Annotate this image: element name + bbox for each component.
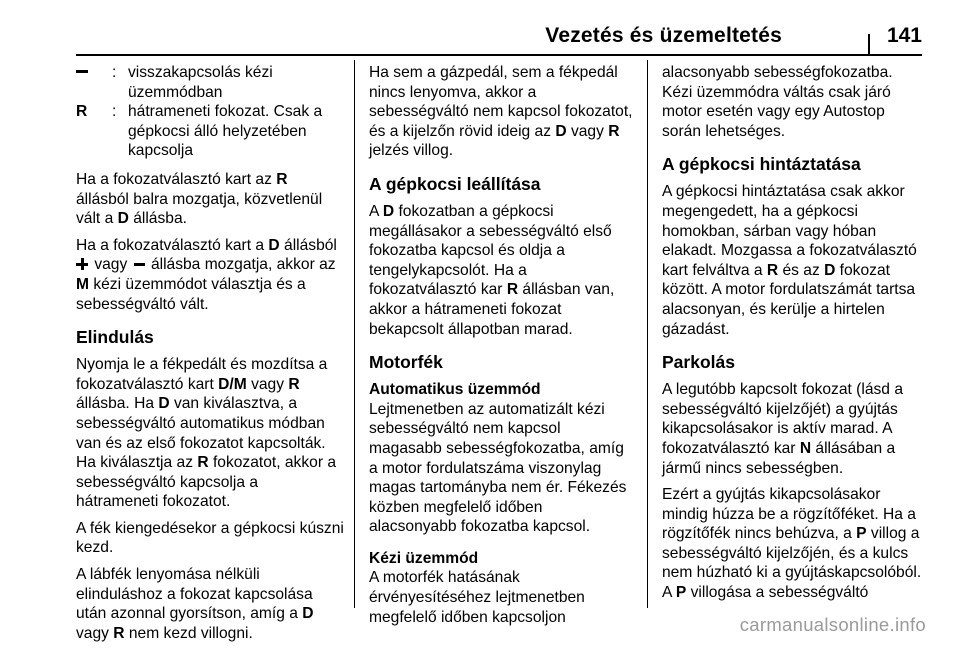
page-number: 141 (886, 24, 922, 47)
definition-colon: : (112, 103, 117, 121)
column-divider-1 (354, 60, 355, 608)
paragraph: A motorfék hatásának érvényesítéséhez lejtmenetben megfelelő időben kapcsoljon (369, 569, 585, 626)
section-heading-leallitasa: A gépkocsi leállítása (369, 173, 541, 194)
subheading-automatikus: Automatikus üzemmód (369, 381, 541, 399)
paragraph: A legutóbb kapcsolt fokozat (lásd a sebességváltó kijelzőjét) a gyújtás kikapcsolásakor is aktív marad. A fokozatválasztó kar N állásában a jármű nincs sebességben. (662, 381, 903, 477)
paragraph: A fék kiengedésekor a gépkocsi kúszni kezd. (76, 519, 344, 557)
definition-term-minus (76, 63, 112, 102)
column-3 (662, 63, 924, 610)
paragraph: Lejtmenetben az automatizált kézi sebességváltó nem kapcsol magasabb sebességfokozatba, amíg a motor fordulatszáma viszonylag magas tartományba nem ér. Fékezés közben megfelelő időben alacsonyabb fokozatba kapcsol. (369, 400, 627, 536)
page-header-title: Vezetés és üzemeltetés (545, 24, 782, 47)
header-divider-tick (868, 34, 870, 56)
column-1 (76, 63, 344, 650)
definition-r (76, 102, 344, 161)
paragraph: A gépkocsi hintáztatása csak akkor megengedett, ha a gépkocsi homokban, sárban vagy hóban elakadt. Mozgassa a fokozatválasztó kart felváltva a R és az D fokozat között. A motor fordulatszámát tartsa alacsonyan, és kerülje a hirtelen gázadást. (662, 183, 917, 338)
subheading-kezi: Kézi üzemmód (369, 549, 479, 567)
section-heading-parkolas: Parkolás (662, 352, 735, 373)
paragraph: Ha a fokozatválasztó kart a D állásból vagy állásba mozgatja, akkor az M kézi üzemmódot választja és a sebességváltó vált. (76, 236, 337, 313)
definition-description: hátrameneti fokozat. Csak a gépkocsi álló helyzetében kapcsolja (128, 103, 323, 160)
definition-colon: : (112, 64, 117, 81)
paragraph: A lábfék lenyomása nélküli elinduláshoz a fokozat kapcsolása után azonnal gyorsítson, amíg a D vagy R nem kezd villogni. (76, 566, 314, 642)
paragraph: Nyomja le a fékpedált és mozdítsa a fokozatválasztó kart D/M vagy R állásba. Ha D van kiválasztva, a sebességváltó automatikus módban van és az első fokozatot kapcsolták. Ha kiválasztja az R fokozatot, akkor a sebességváltó kapcsolja a hátrameneti fokozatot. (76, 356, 337, 511)
minus-symbol-icon (76, 70, 88, 73)
minus-symbol-icon (134, 263, 145, 266)
paragraph: Ha a fokozatválasztó kart az R állásból balra mozgatja, közvetlenül vált a D állásba. (76, 170, 323, 228)
section-heading-elindulas: Elindulás (76, 327, 154, 348)
column-2 (369, 63, 633, 634)
paragraph: A D fokozatban a gépkocsi megállásakor a sebességváltó első fokozatba kapcsol és oldja a tengelykapcsolót. Ha a fokozatválasztó kar R állásban van, akkor a hátrameneti fokozat bekapcsolt állapotban marad. (369, 202, 615, 338)
section-heading-motorfek: Motorfék (369, 352, 443, 373)
column-divider-2 (647, 60, 648, 608)
definition-term-r: R (76, 103, 88, 121)
definition-description: visszakapcsolás kézi üzemmódban (128, 64, 273, 101)
watermark: carmanualsonline.info (739, 614, 926, 635)
paragraph: Ha sem a gázpedál, sem a fékpedál nincs lenyomva, akkor a sebességváltó nem kapcsol fokozatot, és a kijelzőn rövid ideig az D vagy R jelzés villog. (369, 64, 633, 160)
paragraph: alacsonyabb sebességfokozatba. Kézi üzemmódra váltás csak járó motor esetén vagy egy Autostop során lehetséges. (662, 64, 893, 140)
plus-symbol-icon (76, 258, 88, 270)
section-heading-hintaztatasa: A gépkocsi hintáztatása (662, 154, 861, 175)
definition-minus (76, 63, 344, 102)
header-rule (76, 54, 922, 56)
paragraph: Ezért a gyújtás kikapcsolásakor mindig húzza be a rögzítőféket. Ha a rögzítőfék nincs behúzva, a P villog a sebességváltó kijelzőjén, és a kulcs nem húzható ki a gyújtáskapcsolóból. A P villogása a sebességváltó (662, 486, 922, 602)
